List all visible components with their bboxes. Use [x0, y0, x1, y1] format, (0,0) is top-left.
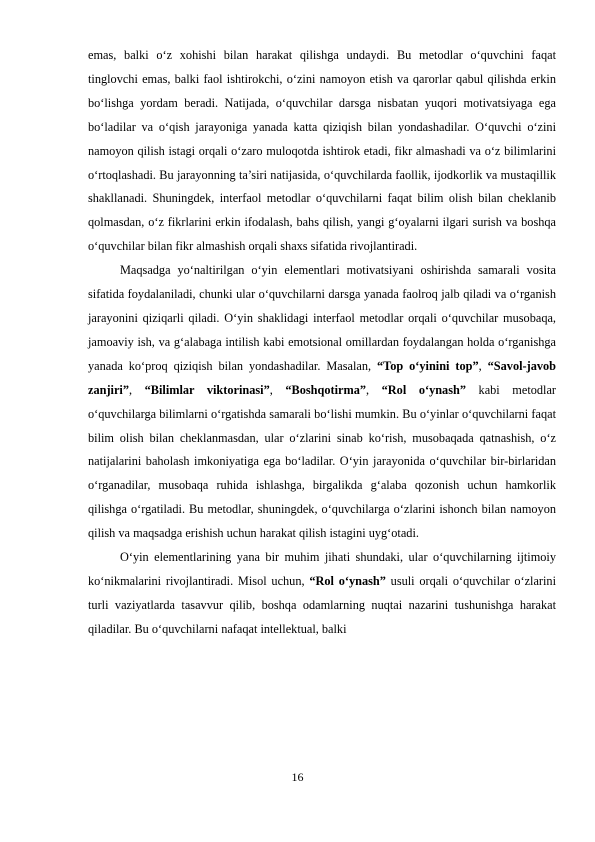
paragraph-3-text-cont: usuli orqali o‘quvchilar o‘zlarini turli vaziyatlarda tasavvur qilib, boshqa odamlarning nuqtai nazarini tushunishga harakat qiladilar. Bu o‘quvchilarni nafaqat intellektual, balki [88, 573, 556, 636]
method-top-oyinini-top: “Top o‘yinini top” [377, 358, 479, 373]
paragraph-2 [88, 259, 556, 546]
method-boshqotirma: “Boshqotirma” [285, 382, 366, 397]
separator: , [128, 382, 145, 397]
paragraph-3-text: O‘yin elementlarining yana bir muhim jihati shundaki, ular o‘quvchilarning ijtimoiy ko‘nikmalarini rivojlantiradi. Misol uchun, [88, 550, 556, 588]
method-bilimlar-viktorinasi: “Bilimlar viktorinasi” [144, 382, 270, 397]
paragraph-3 [88, 546, 556, 642]
paragraph-2-text-cont: kabi metodlar o‘quvchilarga bilimlarni o‘rgatishda samarali bo‘lishi mumkin. Bu o‘yinlar o‘quvchilarni faqat bilim olish bilan cheklanmasdan, ular o‘zlarini sinab ko‘rish, musobaqada qatnashish, o‘z natijalarini baholash imkoniyatiga ega bo‘ladilar. O‘yin jarayonida o‘quvchilar bir-birlaridan o‘rganadilar, musobaqa ruhida ishlashga, birgalikda g‘alaba qozonish uchun hamkorlik qilishga o‘rgatiladi. Bu metodlar, shuningdek, o‘quvchilarga o‘zlarini ishonch bilan namoyon qilish va maqsadga erishish uchun harakat qilish istagini uyg‘otadi. [88, 382, 557, 541]
separator: , [478, 358, 488, 373]
page-body [88, 44, 556, 642]
paragraph-1 [88, 44, 556, 259]
separator: , [366, 382, 382, 397]
separator: , [269, 382, 286, 397]
method-rol-oynash: “Rol o‘ynash” [309, 573, 386, 588]
method-savol-javob-zanjiri: “Savol-javob zanjiri” [88, 358, 556, 397]
paragraph-1-text: emas, balki o‘z xohishi bilan harakat qilishga undaydi. Bu metodlar o‘quvchini faqat tinglovchi emas, balki faol ishtirokchi, o‘zini namoyon etish va qarorlar qabul qilishda erkin bo‘lishga yordam beradi. Natijada, o‘quvchilar darsga nisbatan yuqori motivatsiyaga ega bo‘ladilar va o‘qish jarayoniga yanada katta qiziqish bilan yondashadilar. O‘quvchi o‘zini namoyon qilish istagi orqali o‘zaro muloqotda ishtirok etadi, fikr almashadi va o‘z bilimlarini o‘rtoqlashadi. Bu jarayonning ta’siri natijasida, o‘quvchilarda faollik, ijodkorlik va mustaqillik shakllanadi. Shuningdek, interfaol metodlar o‘quvchilarni faqat bilim olish bilan cheklanib qolmasdan, o‘z fikrlarini erkin ifodalash, bahs qilish, yangi g‘oyalarni ilgari surish va boshqa o‘quvchilar bilan fikr almashish orqali shaxs sifatida rivojlantiradi. [88, 48, 556, 254]
method-rol-oynash: “Rol o‘ynash” [381, 382, 466, 397]
paragraph-2-text: Maqsadga yo‘naltirilgan o‘yin elementlari motivatsiyani oshirishda samarali vosita sifatida foydalaniladi, chunki ular o‘quvchilarni darsga yanada faolroq jalb qiladi va o‘rganish jarayonini qiziqarli qiladi. O‘yin shaklidagi interfaol metodlar orqali o‘quvchilar musobaqa, jamoaviy ish, va g‘alabaga intilish kabi emotsional omillardan foydalangan holda o‘rganishga yanada ko‘proq qiziqish bilan yondashadilar. Masalan, [88, 263, 556, 373]
page-number: 16 [291, 770, 304, 784]
